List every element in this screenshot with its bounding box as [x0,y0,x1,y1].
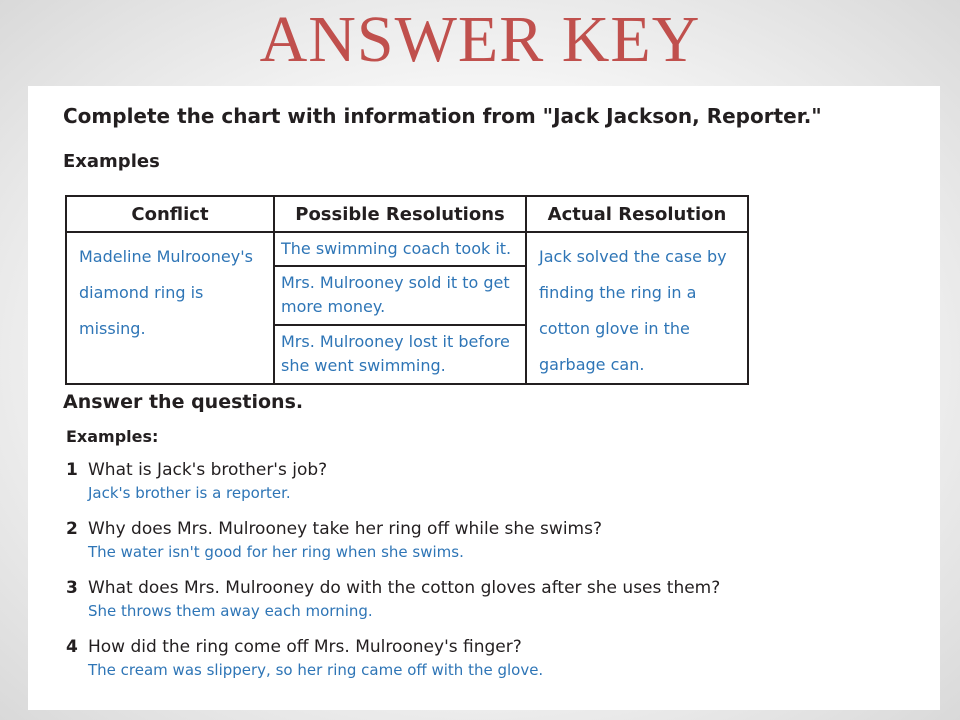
question-item [66,578,926,620]
question-answer: Jack's brother is a reporter. [88,484,291,502]
conflict-line: diamond ring is [79,283,204,302]
question-item [66,519,926,561]
chart-header-row [66,196,748,232]
answer-questions-heading: Answer the questions. [63,391,304,413]
question-text: Why does Mrs. Mulrooney take her ring off while she swims? [88,519,602,539]
question-item [66,460,926,502]
header-actual-resolution: Actual Resolution [526,196,748,232]
possible-resolution-cell: Mrs. Mulrooney lost it before she went swimming. [274,325,526,384]
actual-resolution-cell [526,232,748,384]
header-conflict: Conflict [66,196,274,232]
chart-instruction: Complete the chart with information from "Jack Jackson, Reporter." [63,104,822,128]
conflict-cell [66,232,274,384]
examples-label: Examples: [66,427,159,446]
question-number: 4 [66,637,78,657]
question-answer: The cream was slippery, so her ring came off with the glove. [88,661,544,679]
examples-label: Examples [63,151,160,172]
question-number: 2 [66,519,78,539]
question-item [66,637,926,679]
question-text: How did the ring come off Mrs. Mulrooney's finger? [88,637,522,657]
answer-key-title: ANSWER KEY [259,3,701,76]
question-number: 3 [66,578,78,598]
actual-line: garbage can. [539,355,645,374]
conflict-line: missing. [79,319,146,338]
question-number: 1 [66,460,78,480]
worksheet [28,86,940,710]
actual-line: finding the ring in a [539,283,697,302]
question-answer: She throws them away each morning. [88,602,373,620]
actual-line: Jack solved the case by [539,247,727,266]
question-text: What is Jack's brother's job? [88,460,328,480]
conflict-line: Madeline Mulrooney's [79,247,253,266]
actual-line: cotton glove in the [539,319,690,338]
question-answer: The water isn't good for her ring when she swims. [88,543,464,561]
possible-resolution-cell: The swimming coach took it. [274,232,526,266]
story-chart-table [65,195,749,385]
question-text: What does Mrs. Mulrooney do with the cotton gloves after she uses them? [88,578,721,598]
possible-resolution-cell: Mrs. Mulrooney sold it to get more money. [274,266,526,325]
header-possible-resolutions: Possible Resolutions [274,196,526,232]
